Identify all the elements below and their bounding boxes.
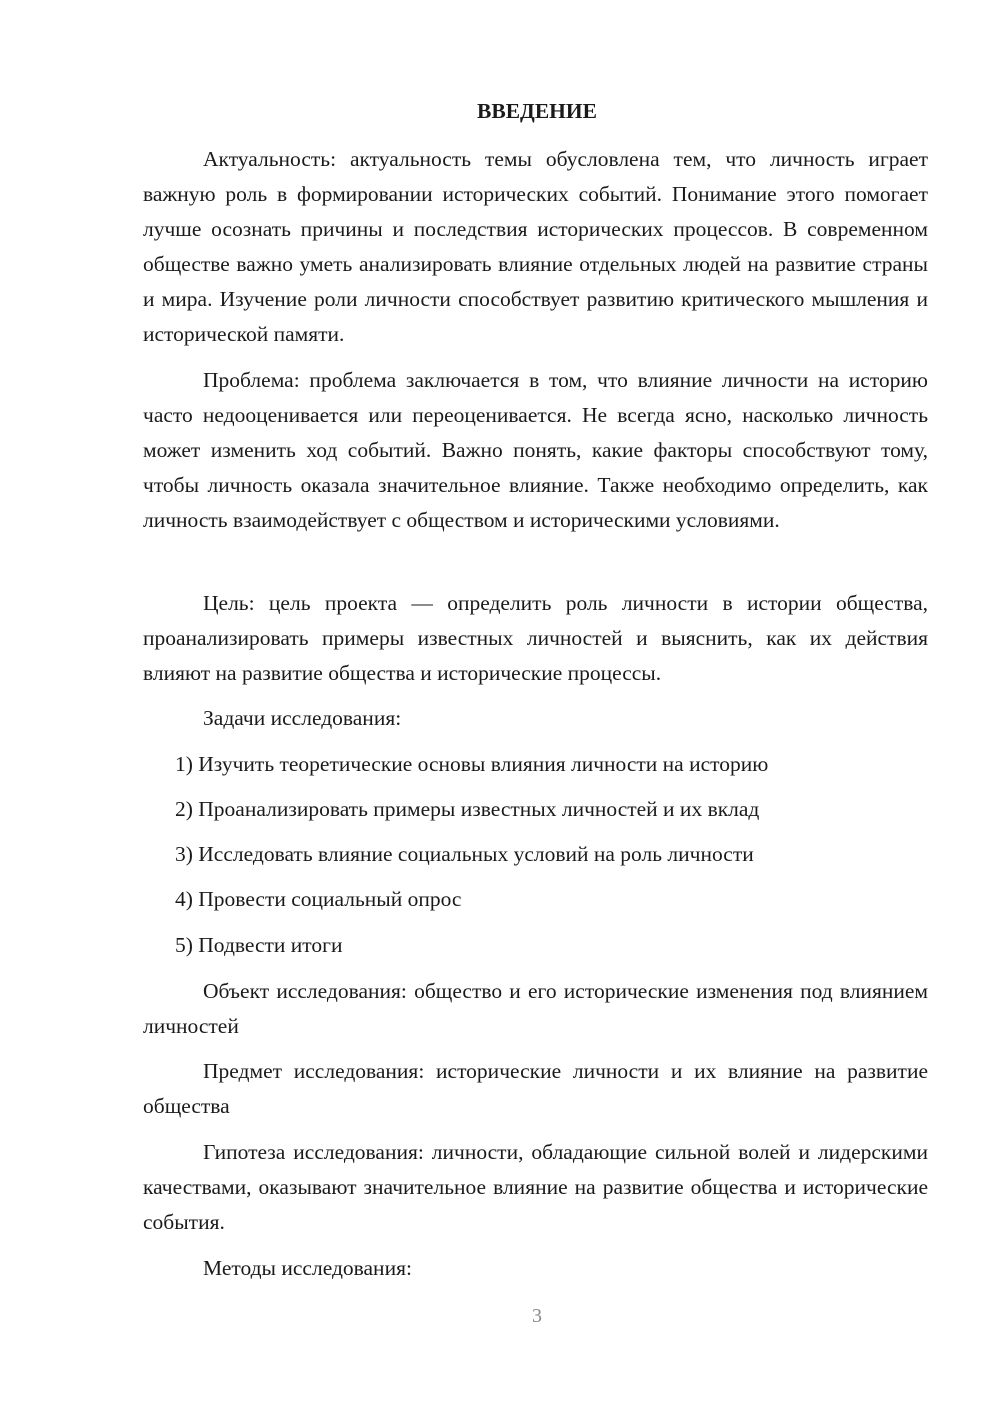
subject-paragraph: Предмет исследования: исторические личности и их влияние на развитие общества <box>143 1059 928 1118</box>
task-item: 3) Исследовать влияние социальных условий на роль личности <box>175 842 754 866</box>
page-number: 3 <box>532 1305 542 1327</box>
tasks-heading: Задачи исследования: <box>203 706 402 730</box>
methods-heading: Методы исследования: <box>203 1256 412 1280</box>
task-item: 4) Провести социальный опрос <box>175 887 462 911</box>
task-item: 5) Подвести итоги <box>175 933 343 957</box>
task-item: 2) Проанализировать примеры известных личностей и их вклад <box>175 797 760 821</box>
task-item: 1) Изучить теоретические основы влияния личности на историю <box>175 752 769 776</box>
goal-paragraph: Цель: цель проекта — определить роль личности в истории общества, проанализировать примеры известных личностей и выяснить, как их действия влияют на развитие общества и исторические процессы. <box>143 591 928 685</box>
page-title: ВВЕДЕНИЕ <box>477 99 597 123</box>
problem-paragraph: Проблема: проблема заключается в том, что влияние личности на историю часто недооценивается или переоценивается. Не всегда ясно, насколько личность может изменить ход событий. Важно понять, какие факторы способствуют тому, чтобы личность оказала значительное влияние. Также необходимо определить, как личность взаимодействует с обществом и историческими условиями. <box>143 368 928 532</box>
hypothesis-paragraph: Гипотеза исследования: личности, обладающие сильной волей и лидерскими качествами, оказывают значительное влияние на развитие общества и исторические события. <box>143 1140 928 1234</box>
relevance-paragraph: Актуальность: актуальность темы обусловлена тем, что личность играет важную роль в формировании исторических событий. Понимание этого помогает лучше осознать причины и последствия исторических процессов. В современном обществе важно уметь анализировать влияние отдельных людей на развитие страны и мира. Изучение роли личности способствует развитию критического мышления и исторической памяти. <box>143 147 928 346</box>
object-paragraph: Объект исследования: общество и его исторические изменения под влиянием личностей <box>143 979 928 1038</box>
